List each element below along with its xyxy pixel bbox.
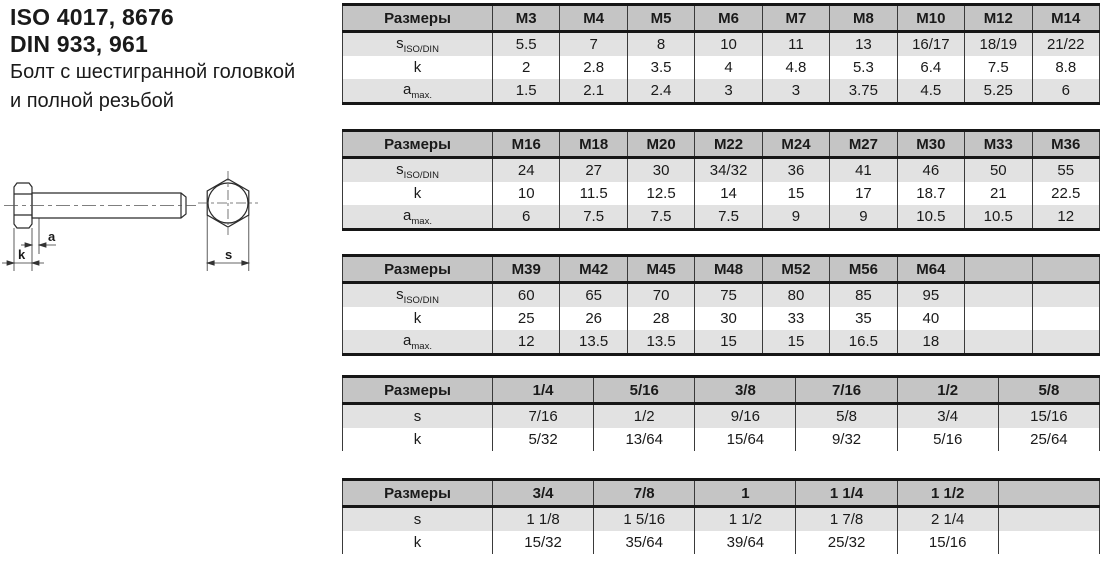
table-cell bbox=[998, 507, 1099, 532]
table-cell: 1 1/2 bbox=[695, 507, 796, 532]
dimensions-table-5 bbox=[342, 478, 1100, 554]
table-cell: 7.5 bbox=[560, 205, 627, 230]
table-cell: 30 bbox=[695, 307, 762, 330]
table-cell bbox=[1032, 307, 1100, 330]
table-corner-label: Размеры bbox=[343, 480, 493, 507]
table-cell: 2.8 bbox=[560, 56, 627, 79]
table-cell: 1 1/8 bbox=[493, 507, 594, 532]
table-cell: 16/17 bbox=[897, 32, 964, 57]
table-cell: 34/32 bbox=[695, 158, 762, 183]
column-header bbox=[1032, 256, 1100, 283]
table-cell: 1 5/16 bbox=[594, 507, 695, 532]
table-cell: 7.5 bbox=[965, 56, 1032, 79]
column-header: 7/8 bbox=[594, 480, 695, 507]
table-cell: 30 bbox=[627, 158, 694, 183]
table-cell: 6 bbox=[1032, 79, 1100, 104]
dimension-tables-panel bbox=[342, 3, 1100, 554]
column-header: M24 bbox=[762, 131, 829, 158]
table-cell: 85 bbox=[830, 283, 897, 308]
row-label: k bbox=[343, 307, 493, 330]
table-cell bbox=[965, 307, 1032, 330]
row-label: s bbox=[343, 404, 493, 429]
iso-standard-title: ISO 4017, 8676 bbox=[10, 4, 174, 30]
table-corner-label: Размеры bbox=[343, 5, 493, 32]
table-cell: 40 bbox=[897, 307, 964, 330]
table-cell: 22.5 bbox=[1032, 182, 1100, 205]
dimensions-table-2 bbox=[342, 129, 1100, 231]
row-label: $a_{max.}$ bbox=[343, 330, 493, 355]
din-standard-title: DIN 933, 961 bbox=[10, 31, 148, 57]
table-cell: 5.3 bbox=[830, 56, 897, 79]
arrowhead bbox=[32, 261, 39, 265]
arrowhead bbox=[242, 261, 249, 265]
table-cell: 4.8 bbox=[762, 56, 829, 79]
arrowhead bbox=[39, 243, 46, 247]
table-cell: 9 bbox=[830, 205, 897, 230]
table-cell: 46 bbox=[897, 158, 964, 183]
table-cell: 15/16 bbox=[897, 531, 998, 554]
table-cell: 80 bbox=[762, 283, 829, 308]
table-cell: 41 bbox=[830, 158, 897, 183]
table-cell: 17 bbox=[830, 182, 897, 205]
table-cell: 8.8 bbox=[1032, 56, 1100, 79]
table-cell: 11 bbox=[762, 32, 829, 57]
table-cell: 10.5 bbox=[897, 205, 964, 230]
column-header: 1 1/2 bbox=[897, 480, 998, 507]
table-cell: 2.1 bbox=[560, 79, 627, 104]
table-cell: 24 bbox=[493, 158, 560, 183]
row-label: s bbox=[343, 507, 493, 532]
table-cell: 10 bbox=[695, 32, 762, 57]
table-cell: 9 bbox=[762, 205, 829, 230]
table-cell bbox=[965, 330, 1032, 355]
column-header: M42 bbox=[560, 256, 627, 283]
table-cell: 2 bbox=[493, 56, 560, 79]
table-cell: 12 bbox=[493, 330, 560, 355]
table-cell: 21 bbox=[965, 182, 1032, 205]
table-cell: 13 bbox=[830, 32, 897, 57]
row-label: k bbox=[343, 531, 493, 554]
table-cell: 50 bbox=[965, 158, 1032, 183]
table-cell: 60 bbox=[493, 283, 560, 308]
table-cell: 18/19 bbox=[965, 32, 1032, 57]
table-cell: 15/16 bbox=[998, 404, 1099, 429]
table-cell: 7 bbox=[560, 32, 627, 57]
table-cell: 16.5 bbox=[830, 330, 897, 355]
table-cell bbox=[1032, 283, 1100, 308]
table-cell: 5/32 bbox=[493, 428, 594, 451]
table-cell: 13.5 bbox=[560, 330, 627, 355]
column-header: M56 bbox=[830, 256, 897, 283]
table-cell: 35/64 bbox=[594, 531, 695, 554]
table-cell: 75 bbox=[695, 283, 762, 308]
dimension-lines-side bbox=[2, 218, 56, 271]
table-cell: 27 bbox=[560, 158, 627, 183]
table-cell: 18 bbox=[897, 330, 964, 355]
dimensions-table-1 bbox=[342, 3, 1100, 105]
column-header: 1 bbox=[695, 480, 796, 507]
column-header: M7 bbox=[762, 5, 829, 32]
table-cell: 36 bbox=[762, 158, 829, 183]
table-cell: 10.5 bbox=[965, 205, 1032, 230]
row-label: $s_{ISO/DIN}$ bbox=[343, 283, 493, 308]
table-cell: 25/64 bbox=[998, 428, 1099, 451]
table-cell: 39/64 bbox=[695, 531, 796, 554]
table-cell: 26 bbox=[560, 307, 627, 330]
column-header: 7/16 bbox=[796, 377, 897, 404]
row-label: $s_{ISO/DIN}$ bbox=[343, 158, 493, 183]
row-label: k bbox=[343, 182, 493, 205]
arrowhead bbox=[7, 261, 14, 265]
table-cell: 4.5 bbox=[897, 79, 964, 104]
table-cell: 15/64 bbox=[695, 428, 796, 451]
table-cell: 25 bbox=[493, 307, 560, 330]
column-header: M22 bbox=[695, 131, 762, 158]
column-header: M48 bbox=[695, 256, 762, 283]
table-cell: 11.5 bbox=[560, 182, 627, 205]
column-header: M33 bbox=[965, 131, 1032, 158]
column-header: M10 bbox=[897, 5, 964, 32]
column-header: M8 bbox=[830, 5, 897, 32]
table-cell: 7.5 bbox=[627, 205, 694, 230]
table-cell: 2.4 bbox=[627, 79, 694, 104]
table-cell: 1 7/8 bbox=[796, 507, 897, 532]
table-cell: 2 1/4 bbox=[897, 507, 998, 532]
table-cell: 21/22 bbox=[1032, 32, 1100, 57]
column-header: 1/2 bbox=[897, 377, 998, 404]
column-header: 5/8 bbox=[998, 377, 1099, 404]
table-cell: 25/32 bbox=[796, 531, 897, 554]
column-header bbox=[998, 480, 1099, 507]
table-cell: 3 bbox=[762, 79, 829, 104]
table-cell: 55 bbox=[1032, 158, 1100, 183]
column-header: M5 bbox=[627, 5, 694, 32]
dimension-label-k: k bbox=[18, 247, 26, 262]
row-label: $a_{max.}$ bbox=[343, 79, 493, 104]
column-header: M12 bbox=[965, 5, 1032, 32]
table-cell: 3/4 bbox=[897, 404, 998, 429]
table-cell: 6.4 bbox=[897, 56, 964, 79]
table-cell: 15 bbox=[695, 330, 762, 355]
table-cell: 5.25 bbox=[965, 79, 1032, 104]
table-cell: 5/8 bbox=[796, 404, 897, 429]
column-header: M20 bbox=[627, 131, 694, 158]
row-label: k bbox=[343, 56, 493, 79]
technical-drawing bbox=[0, 168, 290, 288]
table-cell: 18.7 bbox=[897, 182, 964, 205]
table-cell: 7/16 bbox=[493, 404, 594, 429]
column-header: M14 bbox=[1032, 5, 1100, 32]
table-cell: 1/2 bbox=[594, 404, 695, 429]
table-cell: 70 bbox=[627, 283, 694, 308]
column-header: 5/16 bbox=[594, 377, 695, 404]
table-cell: 14 bbox=[695, 182, 762, 205]
column-header: 3/8 bbox=[695, 377, 796, 404]
column-header: 1 1/4 bbox=[796, 480, 897, 507]
table-cell: 3.75 bbox=[830, 79, 897, 104]
table-cell: 33 bbox=[762, 307, 829, 330]
table-cell: 10 bbox=[493, 182, 560, 205]
column-header: 1/4 bbox=[493, 377, 594, 404]
table-cell: 15 bbox=[762, 330, 829, 355]
table-cell bbox=[1032, 330, 1100, 355]
table-cell: 9/16 bbox=[695, 404, 796, 429]
table-corner-label: Размеры bbox=[343, 256, 493, 283]
table-cell: 65 bbox=[560, 283, 627, 308]
column-header: M3 bbox=[493, 5, 560, 32]
table-cell: 12.5 bbox=[627, 182, 694, 205]
table-cell: 28 bbox=[627, 307, 694, 330]
column-header: 3/4 bbox=[493, 480, 594, 507]
table-cell: 4 bbox=[695, 56, 762, 79]
table-cell: 15 bbox=[762, 182, 829, 205]
row-label: $a_{max.}$ bbox=[343, 205, 493, 230]
column-header: M27 bbox=[830, 131, 897, 158]
table-corner-label: Размеры bbox=[343, 377, 493, 404]
table-cell: 8 bbox=[627, 32, 694, 57]
column-header: M36 bbox=[1032, 131, 1100, 158]
row-label: $s_{ISO/DIN}$ bbox=[343, 32, 493, 57]
arrowhead bbox=[207, 261, 214, 265]
title-block bbox=[10, 4, 340, 116]
table-cell: 5/16 bbox=[897, 428, 998, 451]
column-header bbox=[965, 256, 1032, 283]
column-header: M30 bbox=[897, 131, 964, 158]
table-corner-label: Размеры bbox=[343, 131, 493, 158]
column-header: M4 bbox=[560, 5, 627, 32]
column-header: M6 bbox=[695, 5, 762, 32]
table-cell: 15/32 bbox=[493, 531, 594, 554]
product-description-line1: Болт с шестигранной головкой bbox=[10, 61, 296, 83]
column-header: M52 bbox=[762, 256, 829, 283]
row-label: k bbox=[343, 428, 493, 451]
dimension-label-s: s bbox=[225, 247, 233, 262]
column-header: M45 bbox=[627, 256, 694, 283]
table-cell: 3 bbox=[695, 79, 762, 104]
table-cell: 6 bbox=[493, 205, 560, 230]
column-header: M39 bbox=[493, 256, 560, 283]
column-header: M64 bbox=[897, 256, 964, 283]
table-cell: 1.5 bbox=[493, 79, 560, 104]
column-header: M16 bbox=[493, 131, 560, 158]
dimension-label-a: a bbox=[48, 229, 56, 244]
table-cell: 95 bbox=[897, 283, 964, 308]
table-cell: 7.5 bbox=[695, 205, 762, 230]
table-cell: 3.5 bbox=[627, 56, 694, 79]
dimensions-table-4 bbox=[342, 375, 1100, 451]
arrowhead bbox=[25, 243, 32, 247]
table-cell: 13.5 bbox=[627, 330, 694, 355]
table-cell: 9/32 bbox=[796, 428, 897, 451]
product-description-line2: и полной резьбой bbox=[10, 90, 174, 112]
column-header: M18 bbox=[560, 131, 627, 158]
table-cell: 5.5 bbox=[493, 32, 560, 57]
table-cell bbox=[965, 283, 1032, 308]
table-cell bbox=[998, 531, 1099, 554]
table-cell: 13/64 bbox=[594, 428, 695, 451]
table-cell: 12 bbox=[1032, 205, 1100, 230]
dimensions-table-3 bbox=[342, 254, 1100, 356]
table-cell: 35 bbox=[830, 307, 897, 330]
